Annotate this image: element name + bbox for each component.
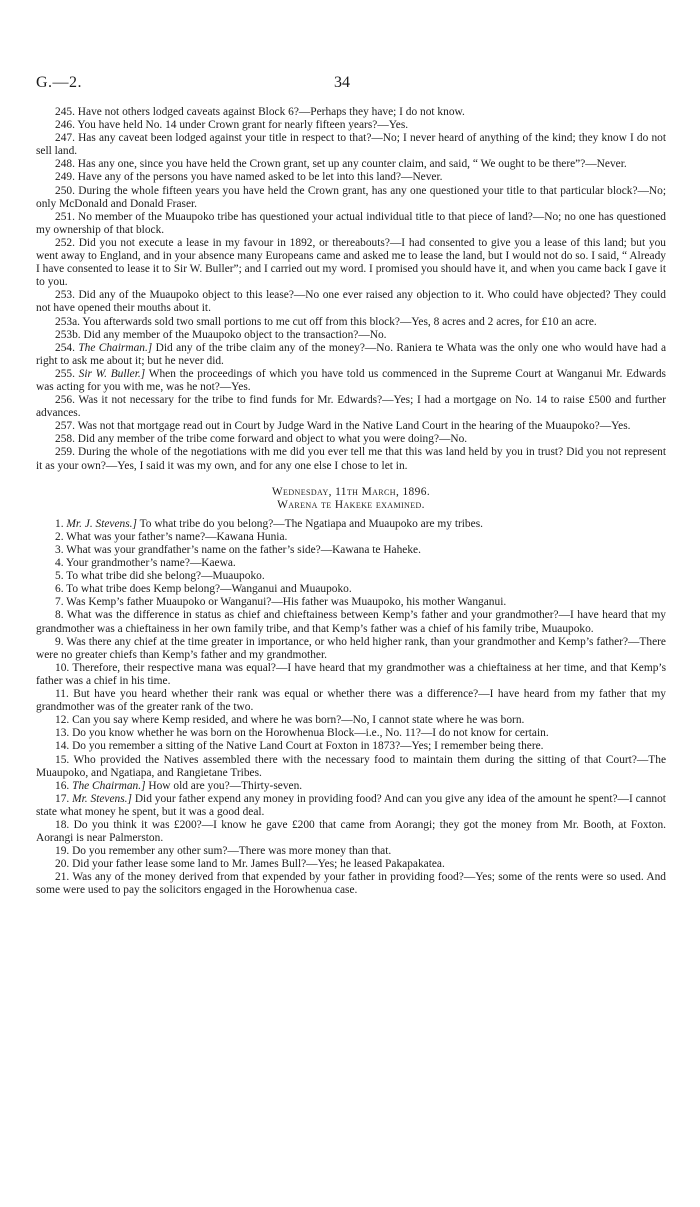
question-text: 246. You have held No. 14 under Crown grant for nearly fifteen years?—Yes.	[55, 119, 409, 132]
question-text: 11. But have you heard whether their rank was equal or whether there was a difference?—I have heard from my father that my grandmother was of the greater rank of the two.	[36, 688, 666, 714]
question-number: 1.	[55, 517, 64, 530]
question-paragraph	[36, 342, 666, 368]
question-text: 2. What was your father’s name?—Kawana Hunia.	[55, 530, 288, 543]
question-text: 253b. Did any member of the Muaupoko object to the transaction?—No.	[55, 328, 387, 341]
question-text: How old are you?—Thirty-seven.	[148, 779, 303, 792]
question-paragraph	[36, 714, 666, 727]
question-paragraph	[36, 688, 666, 714]
question-text: 250. During the whole fifteen years you have held the Crown grant, has any one questioned your title to that particular block?—No; only McDonald and Donald Fraser.	[36, 184, 666, 210]
question-paragraph	[36, 368, 666, 394]
question-paragraph	[36, 740, 666, 753]
question-text: 248. Has any one, since you have held the Crown grant, set up any counter claim, and said, “ We ought to be there”?—Never.	[55, 158, 627, 171]
question-text: 245. Have not others lodged caveats against Block 6?—Perhaps they have; I do not know.	[55, 106, 465, 118]
question-text: Did any of the tribe claim any of the money?—No. Raniera te Whata was the only one who would have had a right to ask me about it; but he never did.	[36, 341, 666, 367]
section-date: Wednesday, 11th March, 1896.	[271, 485, 431, 498]
question-paragraph	[36, 570, 666, 583]
question-paragraph	[36, 158, 666, 171]
question-paragraph	[36, 132, 666, 158]
question-text: 256. Was it not necessary for the tribe to find funds for Mr. Edwards?—Yes; I had a mortgage on No. 14 to raise £500 and further advances.	[36, 394, 666, 420]
question-paragraph	[36, 819, 666, 845]
question-paragraph	[36, 289, 666, 315]
question-paragraph	[36, 557, 666, 570]
question-text: 7. Was Kemp’s father Muaupoko or Wanganui?—His father was Muaupoko, his mother Wanganui.	[55, 596, 507, 609]
question-paragraph	[36, 727, 666, 740]
question-text: 251. No member of the Muaupoko tribe has questioned your actual individual title to that piece of land?—No; no one has questioned my ownership of that block.	[36, 210, 666, 236]
question-text: To what tribe do you belong?—The Ngatiapa and Muaupoko are my tribes.	[139, 517, 483, 530]
document-page	[36, 0, 666, 898]
question-paragraph	[36, 518, 666, 531]
question-paragraph	[36, 394, 666, 420]
question-paragraph	[36, 420, 666, 433]
speaker-name: Sir W. Buller.]	[78, 367, 146, 380]
question-text: When the proceedings of which you have told us commenced in the Supreme Court at Wanganui Mr. Edwards was acting for you with me, was he not?—Yes.	[36, 367, 666, 393]
question-paragraph	[36, 583, 666, 596]
speaker-name: Mr. J. Stevens.]	[66, 517, 137, 530]
question-text: 19. Do you remember any other sum?—There was more money than that.	[55, 845, 392, 858]
question-text: 21. Was any of the money derived from that expended by your father in providing food?—Yes; some of the rents were so used. And some were used to pay the solicitors engaged in the Horowhenua case.	[36, 871, 666, 897]
question-text: 247. Has any caveat been lodged against your title in respect to that?—No; I never heard of anything of the kind; they know I do not sell land.	[36, 132, 666, 158]
question-paragraph	[36, 211, 666, 237]
question-text: 4. Your grandmother’s name?—Kaewa.	[55, 557, 236, 570]
question-paragraph	[36, 185, 666, 211]
question-text: 259. During the whole of the negotiations with me did you ever tell me that this was land held by you in trust? Did you not represent it as your own?—Yes, I said it was my own, and for any one else I chose to let in.	[36, 446, 666, 472]
question-paragraph	[36, 845, 666, 858]
speaker-name: Mr. Stevens.]	[72, 792, 132, 805]
page-number: 34	[334, 74, 350, 91]
document-body	[36, 106, 666, 898]
question-text: 258. Did any member of the tribe come forward and object to what you were doing?—No.	[55, 433, 468, 446]
witness-heading: Warena te Hakeke examined.	[277, 498, 425, 511]
question-text: 13. Do you know whether he was born on the Horowhenua Block—i.e., No. 11?—I do not know for certain.	[55, 727, 549, 740]
question-paragraph	[36, 237, 666, 289]
question-text: 8. What was the difference in status as chief and chieftainess between Kemp’s father and your grandmother?—I have heard that my grandmother was a chieftainess in her own family tribe, and that Kemp’s father was a chief of his family tribe, Muaupoko.	[36, 609, 666, 635]
question-number: 255.	[55, 367, 75, 380]
question-text: 249. Have any of the persons you have named asked to be let into this land?—Never.	[55, 171, 443, 184]
question-text: 18. Do you think it was £200?—I know he gave £200 that came from Aorangi; they got the money from Mr. Booth, at Foxton. Aorangi is near Palmerston.	[36, 818, 666, 845]
evidence-block-witness	[36, 518, 666, 898]
question-paragraph	[36, 446, 666, 472]
page-header	[36, 0, 666, 106]
question-text: 10. Therefore, their respective mana was equal?—I have heard that my grandmother was a chieftainess at her time, and that Kemp’s father was a chief in his time.	[36, 661, 666, 687]
question-text: 15. Who provided the Natives assembled there with the necessary food to maintain them during the sitting of that Court?—The Muaupoko, and Ngatiapa, and Rangietane Tribes.	[36, 753, 666, 779]
question-text: Did your father expend any money in providing food? And can you give any idea of the amount he spent?—I cannot state what money he spent, but it was a good deal.	[36, 792, 666, 818]
question-paragraph	[36, 544, 666, 557]
question-paragraph	[36, 531, 666, 544]
question-paragraph	[36, 793, 666, 819]
question-paragraph	[36, 780, 666, 793]
evidence-block-continued	[36, 106, 666, 473]
question-text: 6. To what tribe does Kemp belong?—Wanganui and Muaupoko.	[55, 583, 352, 596]
question-number: 16.	[55, 779, 70, 792]
question-paragraph	[36, 754, 666, 780]
question-paragraph	[36, 596, 666, 609]
question-text: 5. To what tribe did she belong?—Muaupoko.	[55, 570, 265, 583]
question-text: 20. Did your father lease some land to Mr. James Bull?—Yes; he leased Pakapakatea.	[55, 858, 445, 871]
question-text: 9. Was there any chief at the time greater in importance, or who held higher rank, than your grandmother and Kemp’s father?—There were no greater chiefs than Kemp’s father and my grandmother.	[36, 635, 666, 661]
question-text: 257. Was not that mortgage read out in Court by Judge Ward in the Native Land Court in the hearing of the Muaupoko?—Yes.	[55, 420, 631, 433]
question-paragraph	[36, 662, 666, 688]
speaker-name: The Chairman.]	[72, 779, 146, 792]
question-text: 252. Did you not execute a lease in my favour in 1892, or thereabouts?—I had consented to give you a lease of this land; but you went away to England, and in your absence many Europeans came and asked me to lease the land, but I would not do so. I said, “ Already I have consented to lease it to Sir W. Buller”; and I carried out my word. I promised you should have it, and when you came back I gave it to you.	[36, 236, 666, 289]
speaker-name: The Chairman.]	[78, 341, 153, 354]
question-paragraph	[36, 871, 666, 897]
question-paragraph	[36, 106, 666, 119]
question-number: 17.	[55, 792, 70, 805]
question-paragraph	[36, 636, 666, 662]
question-paragraph	[36, 609, 666, 635]
question-text: 253. Did any of the Muaupoko object to this lease?—No one ever raised any objection to it. Who could have objected? They could not have opened their mouths about it.	[36, 289, 666, 315]
document-reference: G.—2.	[36, 74, 83, 91]
question-paragraph	[36, 858, 666, 871]
question-paragraph	[36, 119, 666, 132]
question-paragraph	[36, 433, 666, 446]
question-text: 12. Can you say where Kemp resided, and where he was born?—No, I cannot state where he was born.	[55, 714, 525, 727]
question-paragraph	[36, 329, 666, 342]
question-text: 14. Do you remember a sitting of the Native Land Court at Foxton in 1873?—Yes; I remember being there.	[55, 740, 544, 753]
question-number: 254.	[55, 341, 75, 354]
question-text: 3. What was your grandfather’s name on the father’s side?—Kawana te Haheke.	[55, 544, 421, 556]
question-text: 253a. You afterwards sold two small portions to me cut off from this block?—Yes, 8 acres and 2 acres, for £10 an acre.	[55, 315, 597, 328]
question-paragraph	[36, 316, 666, 329]
question-paragraph	[36, 171, 666, 184]
